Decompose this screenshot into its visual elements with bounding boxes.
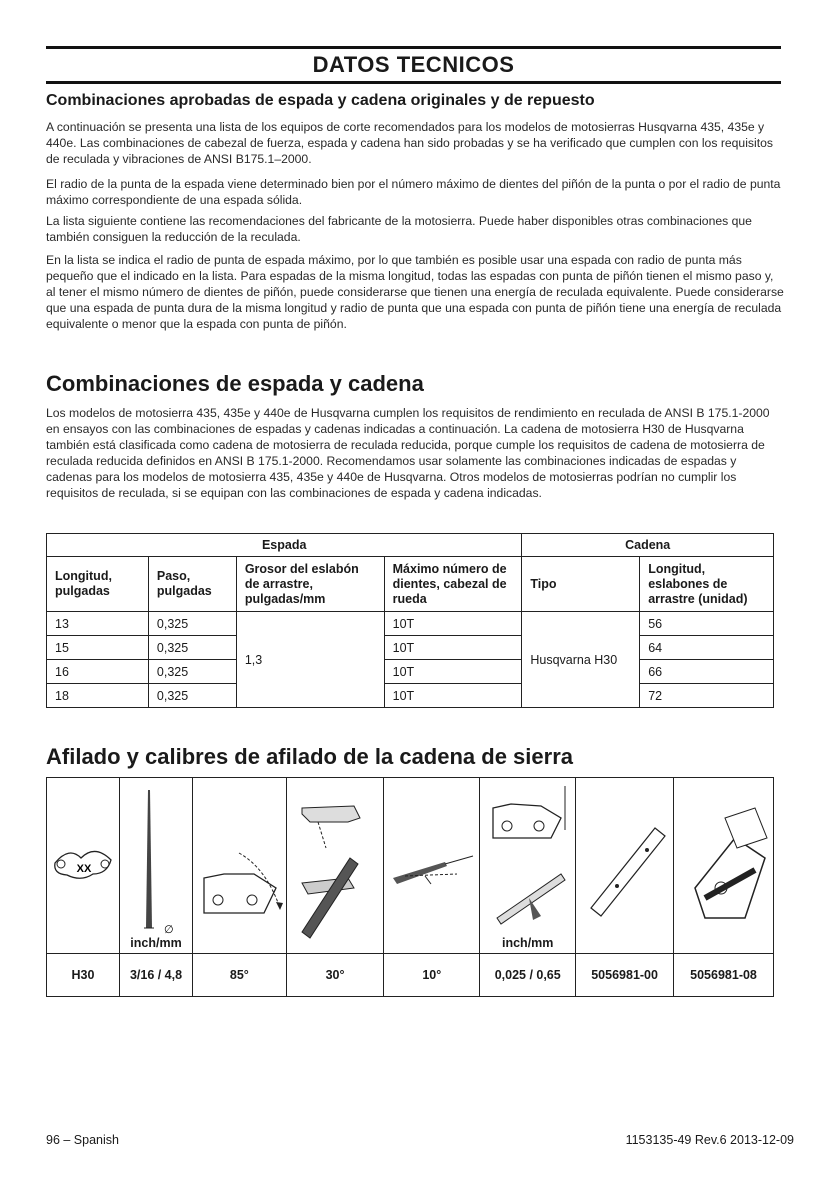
file-gauge-icon xyxy=(577,778,673,928)
value-file-gauge-part: 5056981-00 xyxy=(576,954,674,997)
col-max-teeth: Máximo número de dientes, cabezal de rueda xyxy=(384,557,522,612)
file-guide-icon xyxy=(288,778,382,948)
banner-title: DATOS TECNICOS xyxy=(312,52,515,77)
file-gauge-tool-cell xyxy=(576,778,674,954)
cell-links: 72 xyxy=(640,684,774,708)
group-bar-header: Espada xyxy=(47,534,522,557)
file-handle-icon xyxy=(385,778,479,928)
table-row xyxy=(47,612,774,636)
col-pitch: Paso, pulgadas xyxy=(148,557,236,612)
file-diameter-cell xyxy=(120,778,193,954)
col-links: Longitud, eslabones de arrastre (unidad) xyxy=(640,557,774,612)
cell-pitch: 0,325 xyxy=(148,660,236,684)
section2-title: Combinaciones de espada y cadena xyxy=(46,371,424,396)
cell-length: 15 xyxy=(47,636,149,660)
cell-length: 13 xyxy=(47,612,149,636)
section1-paragraph-4: En la lista se indica el radio de punta de espada máximo, por lo que también es posible usar una espada con radio de punta más pequeño que el indicado en la lista. Para espadas de la misma longitud, todas las espadas con punta de piñón tienen el mismo paso y, al tener el mismo número de dientes de piñón, puede considerarse que tienen una energía de reculada equivalente. Puede considerarse que una espada de punta dura de la misma longitud y radio de punta que una espada con punta de piñón tiene una energía de reculada equivalente o menor que la espada con punta de piñón. xyxy=(46,253,784,331)
chain-link-icon xyxy=(47,778,119,908)
value-file-diameter: 3/16 / 4,8 xyxy=(120,954,193,997)
cell-links: 56 xyxy=(640,612,774,636)
cell-teeth: 10T xyxy=(384,660,522,684)
unit-label-right: inch/mm xyxy=(502,936,554,950)
bar-chain-table xyxy=(46,533,774,708)
cell-length: 18 xyxy=(47,684,149,708)
cell-length: 16 xyxy=(47,660,149,684)
value-file-tilt: 10° xyxy=(384,954,480,997)
cell-gauge: 1,3 xyxy=(236,612,384,708)
round-file-icon xyxy=(120,778,192,938)
table-row xyxy=(47,636,774,660)
value-file-holder-part: 5056981-08 xyxy=(674,954,774,997)
depth-gauge-icon xyxy=(481,778,575,938)
cell-teeth: 10T xyxy=(384,636,522,660)
diameter-symbol: ∅ xyxy=(164,924,174,936)
value-filing-angle: 30° xyxy=(286,954,384,997)
value-top-plate-angle: 85° xyxy=(193,954,287,997)
table-row xyxy=(47,660,774,684)
cell-pitch: 0,325 xyxy=(148,684,236,708)
value-chain-type: H30 xyxy=(47,954,120,997)
section1-paragraph-3: La lista siguiente contiene las recomendaciones del fabricante de la motosierra. Puede haber disponibles otras combinaciones que también consiguen la reducción de la reculada. xyxy=(46,214,752,244)
top-plate-angle-cell xyxy=(193,778,287,954)
cell-links: 66 xyxy=(640,660,774,684)
section1-paragraph-1: A continuación se presenta una lista de los equipos de corte recomendados para los modelos de motosierras Husqvarna 435, 435e y 440e. Las combinaciones de cabezal de fuerza, espada y cadena han sido probadas y se ha verificado que cumplen con los requisitos de reculada y vibraciones de ANSI B175.1–2000. xyxy=(46,120,773,166)
col-gauge: Grosor del eslabón de arrastre, pulgadas/mm xyxy=(236,557,384,612)
cell-pitch: 0,325 xyxy=(148,612,236,636)
unit-label-left: inch/mm xyxy=(130,936,182,950)
col-type: Tipo xyxy=(522,557,640,612)
cell-teeth: 10T xyxy=(384,612,522,636)
section3-title: Afilado y calibres de afilado de la cadena de sierra xyxy=(46,744,573,769)
cell-teeth: 10T xyxy=(384,684,522,708)
cell-pitch: 0,325 xyxy=(148,636,236,660)
document-reference: 1153135-49 Rev.6 2013-12-09 xyxy=(625,1133,794,1147)
depth-gauge-cell xyxy=(480,778,576,954)
sharpening-table xyxy=(46,777,774,997)
xx-label: XX xyxy=(76,863,92,875)
file-holder-icon xyxy=(675,778,773,938)
file-tilt-cell xyxy=(384,778,480,954)
file-holder-tool-cell xyxy=(674,778,774,954)
page-number: 96 – Spanish xyxy=(46,1133,119,1147)
group-chain-header: Cadena xyxy=(522,534,774,557)
section1-paragraph-2: El radio de la punta de la espada viene determinado bien por el número máximo de dientes del piñón de la punta o por el radio de punta máximo correspondiente de una espada sólida. xyxy=(46,177,781,207)
chain-type-cell xyxy=(47,778,120,954)
cell-chain-type: Husqvarna H30 xyxy=(522,612,640,708)
cell-links: 64 xyxy=(640,636,774,660)
value-depth-gauge: 0,025 / 0,65 xyxy=(480,954,576,997)
section1-title: Combinaciones aprobadas de espada y cadena originales y de repuesto xyxy=(46,92,595,109)
page-banner xyxy=(46,46,781,84)
filing-angle-cell xyxy=(286,778,384,954)
table-row xyxy=(47,684,774,708)
cutter-angle-icon xyxy=(194,778,284,928)
section2-paragraph: Los modelos de motosierra 435, 435e y 440e de Husqvarna cumplen los requisitos de rendimiento en reculada de ANSI B 175.1-2000 en ensayos con las combinaciones de espadas y cadenas indicadas a continuación. La cadena de motosierra H30 de Husqvarna también está clasificada como cadena de motosierra de reculada reducida, porque cumple los requisitos de cadena de motosierra de reculada reducida definidos en ANSI B 175.1-2000. Recomendamos usar solamente las combinaciones indicadas de espadas y cadenas para los modelos de motosierra 435, 435e y 440e de Husqvarna. Otros modelos de motosierras podrían no cumplir los requisitos de reculada, si se equipan con las combinaciones de espada y cadena indicadas. xyxy=(46,406,770,500)
col-length: Longitud, pulgadas xyxy=(47,557,149,612)
